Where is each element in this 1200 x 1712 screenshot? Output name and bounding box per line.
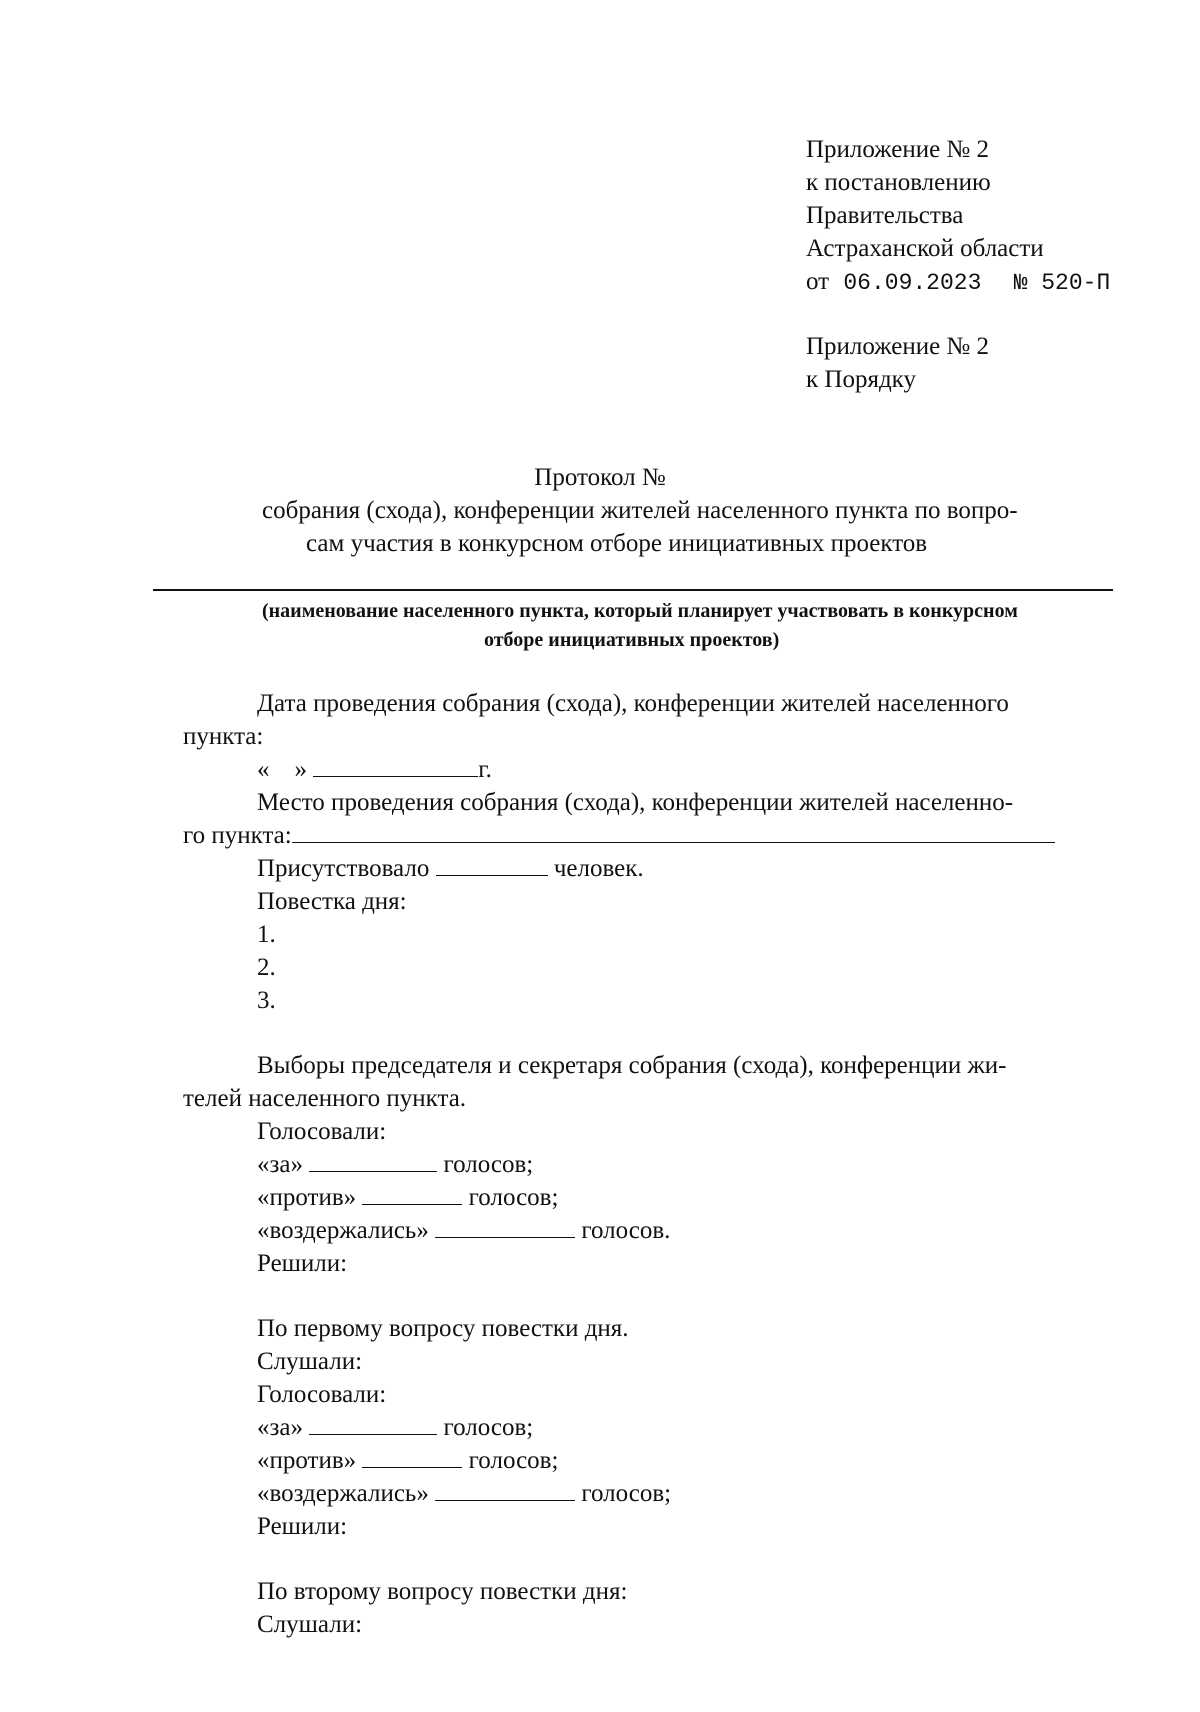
date-quotes: « » bbox=[257, 756, 307, 783]
decided-label: Решили: bbox=[257, 1513, 348, 1540]
votes-for-field[interactable] bbox=[309, 1149, 437, 1172]
meeting-place-field[interactable] bbox=[292, 820, 1055, 843]
attendance-field[interactable] bbox=[436, 853, 548, 876]
votes-abstained-line bbox=[257, 1478, 671, 1510]
to-procedure-label: к Порядку bbox=[806, 366, 916, 393]
votes-label: голосов; bbox=[581, 1480, 672, 1507]
date-paragraph-line2: пункта: bbox=[183, 723, 264, 750]
voted-label: Голосовали: bbox=[257, 1381, 387, 1408]
appendix-to-resolution: к постановлению bbox=[806, 169, 991, 196]
date-prefix: от bbox=[806, 268, 830, 295]
meeting-date-field[interactable] bbox=[313, 754, 478, 777]
date-paragraph-line1: Дата проведения собрания (схода), конференции жителей населенного bbox=[257, 690, 1009, 717]
votes-label: голосов. bbox=[581, 1217, 671, 1244]
votes-abstained-field[interactable] bbox=[435, 1215, 575, 1238]
appendix-label: Приложение № 2 bbox=[806, 136, 990, 163]
agenda-item: 1. bbox=[257, 921, 276, 948]
place-label: го пункта: bbox=[183, 822, 292, 849]
place-paragraph-line2 bbox=[183, 820, 1055, 852]
votes-against-line bbox=[257, 1182, 558, 1214]
against-label: «против» bbox=[257, 1447, 357, 1474]
decided-label: Решили: bbox=[257, 1250, 348, 1277]
votes-abstained-field[interactable] bbox=[435, 1478, 575, 1501]
place-paragraph-line1: Место проведения собрания (схода), конференции жителей населенно- bbox=[257, 789, 1014, 816]
abstained-label: «воздержались» bbox=[257, 1480, 429, 1507]
meeting-date-line bbox=[257, 754, 492, 786]
agenda-item: 3. bbox=[257, 987, 276, 1014]
votes-for-field[interactable] bbox=[309, 1412, 437, 1435]
listened-label: Слушали: bbox=[257, 1611, 363, 1638]
voted-label: Голосовали: bbox=[257, 1118, 387, 1145]
votes-against-field[interactable] bbox=[362, 1445, 462, 1468]
votes-for-line bbox=[257, 1149, 533, 1181]
abstained-label: «воздержались» bbox=[257, 1217, 429, 1244]
government-label: Правительства bbox=[806, 202, 964, 229]
appendix2-label: Приложение № 2 bbox=[806, 333, 990, 360]
agenda-heading: Повестка дня: bbox=[257, 888, 407, 915]
votes-label: голосов; bbox=[468, 1184, 559, 1211]
question2-heading: По второму вопросу повестки дня: bbox=[257, 1578, 628, 1605]
votes-label: голосов; bbox=[443, 1414, 534, 1441]
votes-against-field[interactable] bbox=[362, 1182, 462, 1205]
resolution-date-line bbox=[806, 266, 1110, 299]
for-label: «за» bbox=[257, 1414, 303, 1441]
caption-line1: (наименование населенного пункта, который планирует участвовать в конкурсном bbox=[262, 600, 1018, 622]
votes-against-line bbox=[257, 1445, 558, 1477]
present-suffix: человек. bbox=[553, 855, 644, 882]
votes-label: голосов; bbox=[468, 1447, 559, 1474]
agenda-item: 2. bbox=[257, 954, 276, 981]
for-label: «за» bbox=[257, 1151, 303, 1178]
present-prefix: Присутствовало bbox=[257, 855, 430, 882]
protocol-subtitle-line2: сам участия в конкурсном отборе инициативных проектов bbox=[306, 530, 928, 557]
protocol-title: Протокол № bbox=[534, 464, 666, 491]
question1-heading: По первому вопросу повестки дня. bbox=[257, 1315, 629, 1342]
votes-label: голосов; bbox=[443, 1151, 534, 1178]
elections-line1: Выборы председателя и секретаря собрания (схода), конференции жи- bbox=[257, 1052, 1007, 1079]
region-label: Астраханской области bbox=[806, 235, 1044, 262]
protocol-subtitle-line1: собрания (схода), конференции жителей населенного пункта по вопро- bbox=[262, 497, 1018, 524]
votes-abstained-line bbox=[257, 1215, 670, 1247]
settlement-name-field[interactable] bbox=[153, 589, 1113, 591]
votes-for-line bbox=[257, 1412, 533, 1444]
resolution-date: 06.09.2023 bbox=[843, 270, 982, 296]
resolution-number: № 520-П bbox=[1013, 270, 1111, 296]
year-suffix: г. bbox=[478, 756, 492, 783]
against-label: «против» bbox=[257, 1184, 357, 1211]
listened-label: Слушали: bbox=[257, 1348, 363, 1375]
caption-line2: отборе инициативных проектов) bbox=[484, 629, 780, 651]
attendance-line bbox=[257, 853, 644, 885]
elections-line2: телей населенного пункта. bbox=[183, 1085, 467, 1112]
